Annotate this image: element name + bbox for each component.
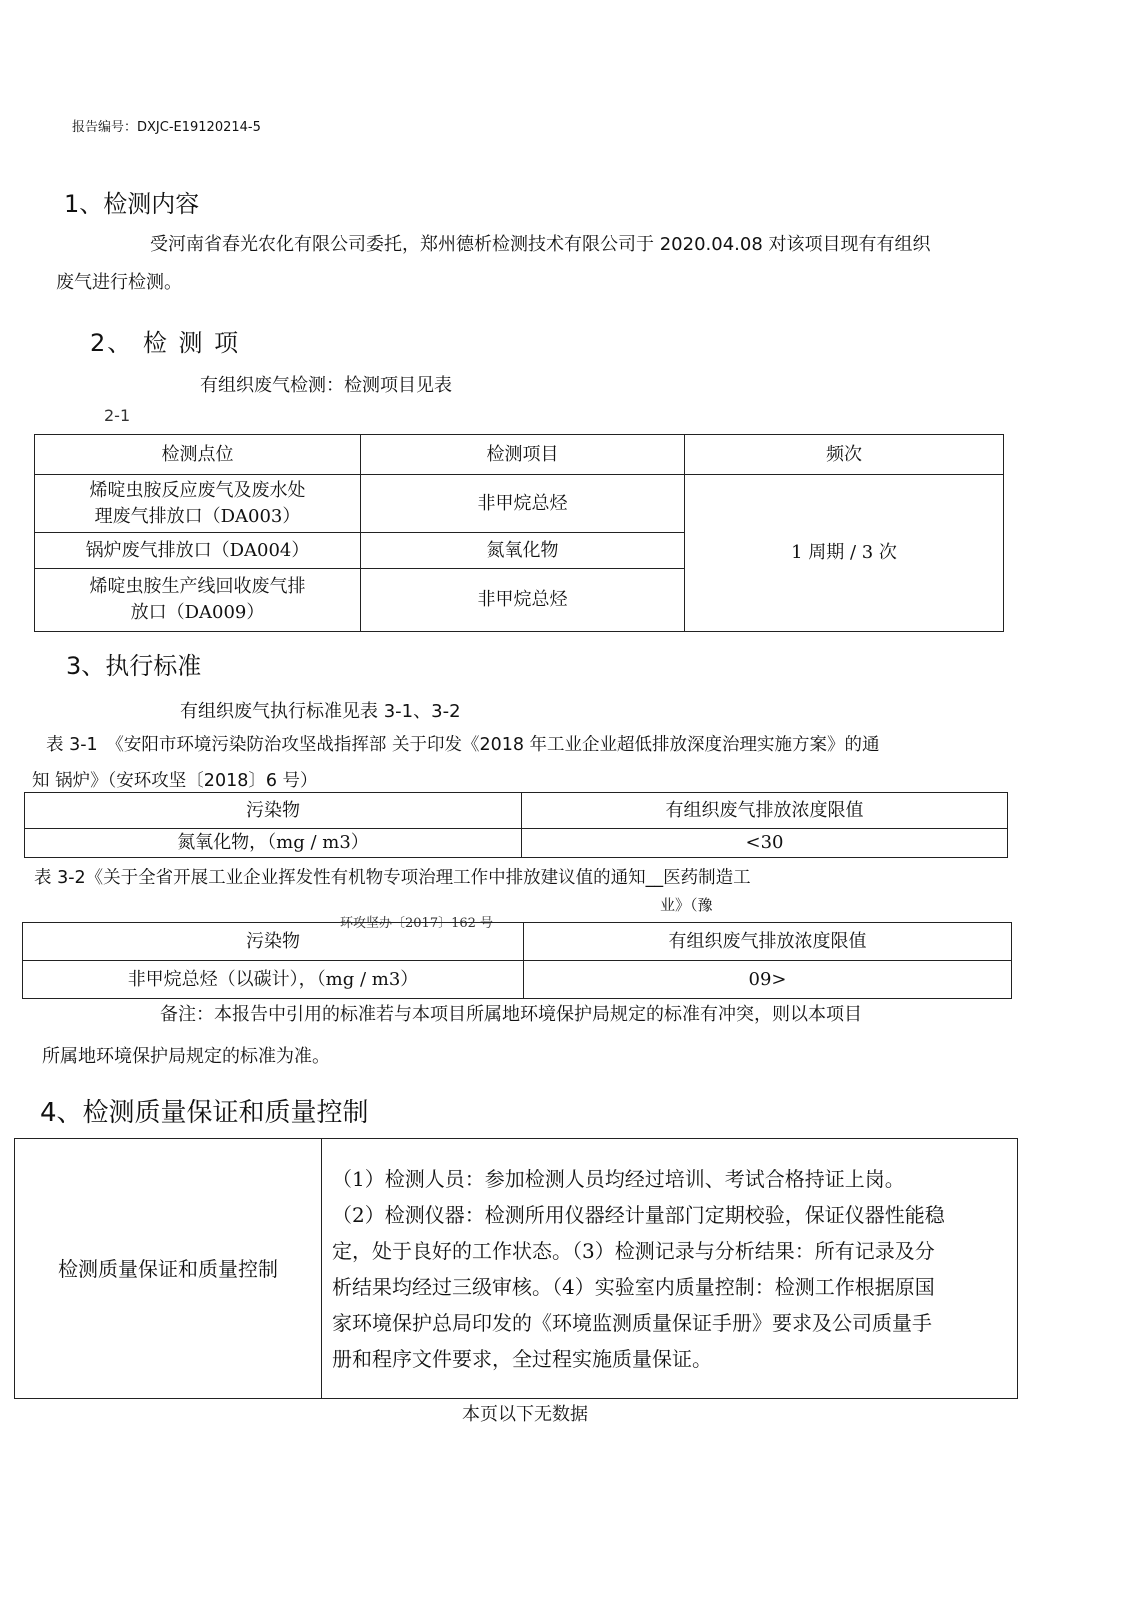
limit-cell: <30 bbox=[522, 829, 1008, 858]
detection-point-cell: 锅炉废气排放口（DA004） bbox=[35, 533, 361, 569]
detection-point-cell: 烯啶虫胺反应废气及废水处 理废气排放口（DA003） bbox=[35, 475, 361, 533]
header-frequency: 频次 bbox=[685, 435, 1004, 475]
qc-line: （1）检测人员：参加检测人员均经过培训、考试合格持证上岗。 bbox=[332, 1166, 905, 1191]
detection-item-cell: 非甲烷总烃 bbox=[361, 475, 685, 533]
detection-item-cell: 氮氧化物 bbox=[361, 533, 685, 569]
section-2-intro: 有组织废气检测：检测项目见表 bbox=[200, 375, 452, 396]
standard-table-3-1 bbox=[24, 792, 1008, 858]
qc-line: （2）检测仪器：检测所用仪器经计量部门定期校验，保证仪器性能稳 bbox=[332, 1202, 945, 1227]
header-pollutant: 污染物 bbox=[25, 793, 522, 829]
table-row bbox=[35, 475, 1004, 533]
section-1-title: 1、检测内容 bbox=[64, 190, 200, 218]
table-3-2-caption-line3: 环攻坚办〔2017〕162 号 bbox=[340, 916, 494, 931]
table-caption-fragment: 2-1 bbox=[104, 406, 131, 425]
quality-control-table bbox=[14, 1138, 1018, 1399]
note-line1: 备注：本报告中引用的标准若与本项目所属地环境保护局规定的标准有冲突，则以本项目 bbox=[160, 1004, 862, 1025]
table-row bbox=[25, 829, 1008, 858]
header-detection-point: 检测点位 bbox=[35, 435, 361, 475]
qc-line: 析结果均经过三级审核。（4）实验室内质量控制：检测工作根据原国 bbox=[332, 1274, 935, 1299]
quality-control-label-cell: 检测质量保证和质量控制 bbox=[15, 1139, 322, 1399]
header-emission-limit: 有组织废气排放浓度限值 bbox=[524, 923, 1012, 961]
section-1-paragraph-line1: 受河南省春光农化有限公司委托，郑州德析检测技术有限公司于 2020.04.08 对该项目现有有组织 bbox=[150, 234, 931, 255]
standard-table-3-2 bbox=[22, 922, 1012, 999]
section-2-title: 2、 检 测 项 bbox=[90, 329, 241, 357]
limit-cell: 09> bbox=[524, 961, 1012, 999]
report-number: 报告编号：DXJC-E19120214-5 bbox=[72, 120, 261, 135]
qc-line: 家环境保护总局印发的《环境监测质量保证手册》要求及公司质量手 bbox=[332, 1310, 932, 1335]
pollutant-cell: 氮氧化物，（mg / m3） bbox=[25, 829, 522, 858]
section-3-title: 3、执行标准 bbox=[66, 652, 202, 680]
table-3-1-caption-line2: 知 锅炉》（安环攻坚〔2018〕6 号） bbox=[32, 771, 318, 791]
table-3-1-caption-line1: 表 3-1 《安阳市环境污染防治攻坚战指挥部 关于印发《2018 年工业企业超低排放深度治理实施方案》的通 bbox=[46, 735, 880, 755]
section-1-paragraph-line2: 废气进行检测。 bbox=[56, 272, 182, 293]
frequency-cell: 1 周期 / 3 次 bbox=[685, 475, 1004, 632]
header-pollutant: 污染物 bbox=[23, 923, 524, 961]
detection-point-cell: 烯啶虫胺生产线回收废气排 放口（DA009） bbox=[35, 569, 361, 632]
table-row bbox=[23, 961, 1012, 999]
qc-line: 定，处于良好的工作状态。（3）检测记录与分析结果：所有记录及分 bbox=[332, 1238, 935, 1263]
table-3-2-caption-line2: 业》（豫 bbox=[660, 896, 713, 914]
detection-items-table bbox=[34, 434, 1004, 632]
header-emission-limit: 有组织废气排放浓度限值 bbox=[522, 793, 1008, 829]
quality-control-content-cell bbox=[322, 1139, 1018, 1399]
detection-item-cell: 非甲烷总烃 bbox=[361, 569, 685, 632]
section-4-title: 4、检测质量保证和质量控制 bbox=[40, 1098, 369, 1128]
note-line2: 所属地环境保护局规定的标准为准。 bbox=[42, 1046, 330, 1067]
header-detection-item: 检测项目 bbox=[361, 435, 685, 475]
section-3-intro: 有组织废气执行标准见表 3-1、3-2 bbox=[180, 701, 461, 722]
pollutant-cell: 非甲烷总烃（以碳计），（mg / m3） bbox=[23, 961, 524, 999]
end-of-page-note: 本页以下无数据 bbox=[462, 1404, 588, 1425]
qc-line: 册和程序文件要求，全过程实施质量保证。 bbox=[332, 1346, 712, 1371]
table-3-2-caption-line1: 表 3-2《关于全省开展工业企业挥发性有机物专项治理工作中排放建议值的通知__医药制造工 bbox=[34, 868, 751, 888]
